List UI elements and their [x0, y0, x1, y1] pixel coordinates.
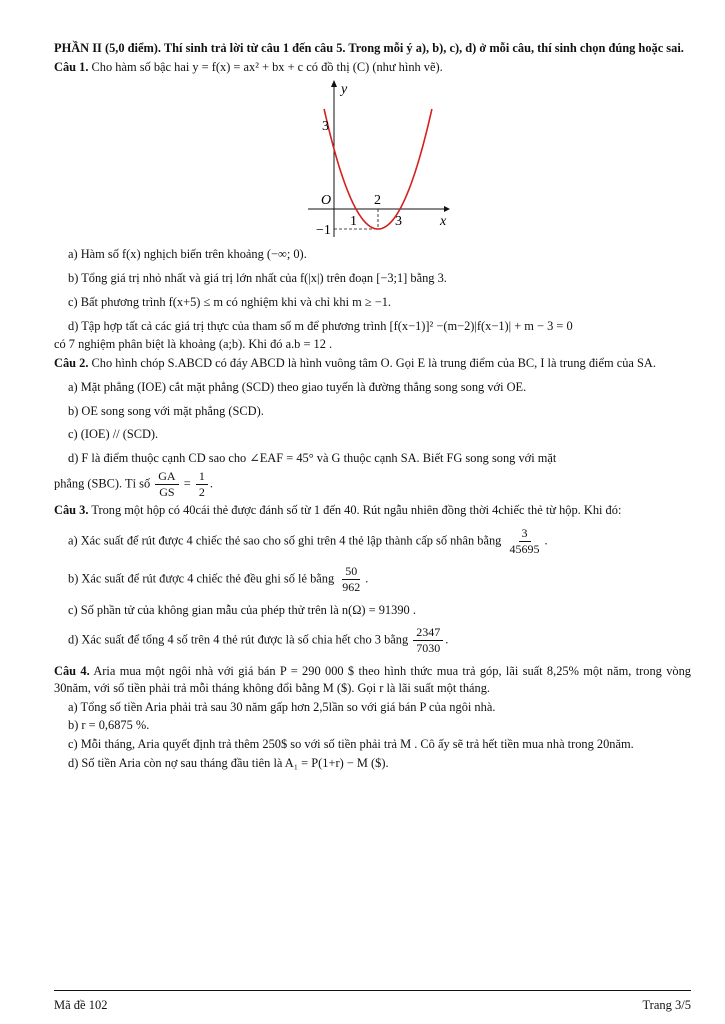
question-4-label: Câu 4. [54, 664, 90, 679]
question-3-d: d) Xác suất để tổng 4 số trên 4 thẻ rút được là số chia hết cho 3 bằng $\frac{2347}{7030}$ . [68, 625, 449, 656]
question-1-text: Cho hàm số bậc hai y = f(x) = ax² + bx + c có đồ thị (C) (như hình vẽ). [91, 59, 443, 74]
ratio-end: . [209, 476, 213, 491]
question-2-text: Cho hình chóp S.ABCD có đáy ABCD là hình vuông tâm O. Gọi E là trung điểm của BC, I là trung điểm của SA. [91, 356, 656, 371]
question-4-c: c) Mỗi tháng, Aria quyết định trả thêm 250$ so với số tiền phải trả M . Cô ấy sẽ trả hết tiền mua nhà trong 20năm. [68, 737, 634, 752]
q3b-den: 962 [342, 579, 361, 594]
page-number: Trang 3/5 [642, 998, 691, 1012]
question-3-a-frac [507, 526, 543, 557]
ratio-text: phẳng (SBC). Tỉ số [54, 476, 151, 491]
ratio-den: GS [159, 484, 175, 499]
section-header: PHẦN II (5,0 điểm). Thí sinh trả lời từ câu 1 đến câu 5. Trong mỗi ý a), b), c), d) ở mỗi câu, thí sinh chọn đúng hoặc sai. [54, 41, 684, 55]
question-2-c: c) (IOE) // (SCD). [68, 427, 159, 442]
question-1-stem [54, 59, 691, 76]
question-2-d-line1: d) F là điểm thuộc cạnh CD sao cho ∠EAF = 45° và G thuộc cạnh SA. Biết FG song song với mặt [68, 451, 557, 466]
ratio-num: GA [155, 469, 178, 485]
ratio-eq: = [183, 476, 191, 491]
tick-y-3: 3 [322, 119, 329, 135]
ratio-value-den: 2 [198, 484, 205, 499]
parabola-graph [294, 79, 454, 239]
tick-x-3: 3 [395, 214, 402, 230]
question-1-a: a) Hàm số f(x) nghịch biến trên khoảng (−∞; 0). [68, 247, 307, 262]
question-2-a: a) Mặt phẳng (IOE) cắt mặt phẳng (SCD) theo giao tuyến là đường thẳng song song với OE. [68, 379, 527, 394]
question-3-b: b) Xác suất để rút được 4 chiếc thẻ đều ghi số lẻ bằng $\frac{50}{962}$ . [68, 563, 369, 594]
question-3-label: Câu 3. [54, 502, 89, 517]
question-3-b-text: b) Xác suất để rút được 4 chiếc thẻ đều ghi số lẻ bằng [68, 570, 335, 585]
question-4-a: a) Tổng số tiền Aria phải trả sau 30 năm gấp hơn 2,5lần so với giá bán P của ngôi nhà. [68, 699, 496, 714]
y-axis-label: y [341, 82, 348, 98]
tick-x-1: 1 [350, 214, 357, 230]
tick-y-neg1: −1 [316, 223, 331, 239]
question-3-d-frac [413, 625, 443, 656]
question-3-a-text: a) Xác suất để rút được 4 chiếc thẻ sao cho số ghi trên 4 thẻ lập thành cấp số nhân bằng [68, 532, 502, 547]
parabola-svg [294, 79, 454, 239]
x-axis-label: x [440, 214, 447, 230]
q3a-num: 3 [519, 526, 531, 542]
origin-label: O [321, 193, 332, 209]
question-2-stem [54, 355, 691, 372]
page-footer [54, 990, 691, 1014]
question-2-d-line2 [54, 469, 691, 500]
question-4-text: Aria mua một ngôi nhà với giá bán P = 290 000 $ theo hình thức mua trả góp, lãi suất 8,25% một năm, trong vòng 30năm, với số tiền phải trả mỗi tháng không đổi bằng M ($). Gọi r là lãi suất một tháng. [54, 664, 691, 696]
question-1-d-line1: d) Tập hợp tất cả các giá trị thực của tham số m để phương trình [f(x−1)]² −(m−2)|f(x−1)| + m − 3 = 0 [68, 318, 573, 333]
question-3-c: c) Số phần tử của không gian mẫu của phép thử trên là n(Ω) = 91390 . [68, 602, 416, 617]
question-2-b: b) OE song song với mặt phẳng (SCD). [68, 403, 264, 418]
question-3-d-text: d) Xác suất để tổng 4 số trên 4 thẻ rút được là số chia hết cho 3 bằng [68, 632, 409, 647]
y-axis-arrow [331, 80, 337, 87]
question-4-d: d) Số tiền Aria còn nợ sau tháng đầu tiên là A₁ = P(1+r) − M ($). [68, 755, 389, 770]
ratio-value-num: 1 [196, 469, 208, 485]
question-3-b-frac [339, 564, 363, 595]
x-axis-arrow [444, 206, 450, 212]
ratio-value [196, 469, 208, 500]
question-1-c: c) Bất phương trình f(x+5) ≤ m có nghiệm khi và chỉ khi m ≥ −1. [68, 294, 392, 309]
question-3-text: Trong một hộp có 40cái thẻ được đánh số từ 1 đến 40. Rút ngẫu nhiên đồng thời 4chiếc thẻ từ hộp. Khi đó: [91, 502, 622, 517]
exam-page [54, 40, 691, 774]
question-4-stem [54, 663, 691, 696]
question-4-b: b) r = 0,6875 %. [68, 718, 150, 733]
question-1-d-line2: có 7 nghiệm phân biệt là khoảng (a;b). Khi đó a.b = 12 . [54, 337, 333, 352]
question-2-label: Câu 2. [54, 356, 89, 371]
question-1-label: Câu 1. [54, 59, 89, 74]
question-3-a: a) Xác suất để rút được 4 chiếc thẻ sao cho số ghi trên 4 thẻ lập thành cấp số nhân bằng $\frac{3}{45695}$ . [68, 525, 548, 556]
q3a-den: 45695 [509, 541, 540, 556]
question-1-b: b) Tổng giá trị nhỏ nhất và giá trị lớn nhất của f(|x|) trên đoạn [−3;1] bằng 3. [68, 271, 447, 286]
question-3-stem [54, 502, 691, 519]
exam-code: Mã đề 102 [54, 998, 108, 1012]
tick-x-2: 2 [374, 193, 381, 209]
q3d-num: 2347 [413, 625, 443, 641]
ratio-ga-gs [155, 469, 178, 500]
q3d-den: 7030 [416, 641, 441, 656]
q3b-num: 50 [342, 564, 360, 580]
